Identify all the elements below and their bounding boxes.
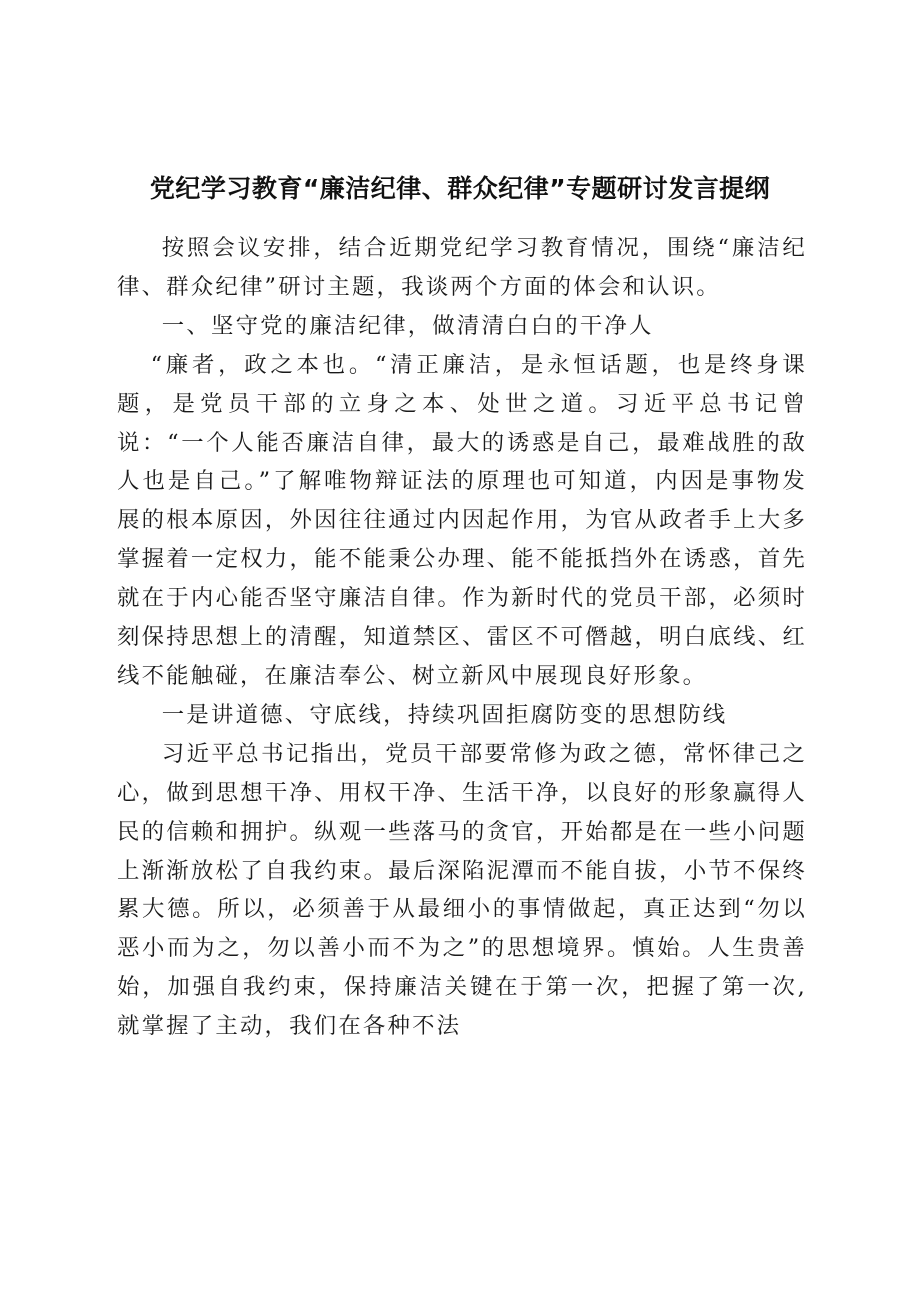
document-title: 党纪学习教育“廉洁纪律、群众纪律”专题研讨发言提纲 [149,174,771,203]
document-body [117,229,807,1046]
section-heading-1: 一、坚守党的廉洁纪律，做清清白白的干净人 [161,312,654,339]
body-paragraph: 习近平总书记指出，党员干部要常修为政之德，常怀律己之心，做到思想干净、用权干净、生活干净，以良好的形象赢得人民的信赖和拥护。纵观一些落马的贪官，开始都是在一些小问题上渐渐放松了自我约束。最后深陷泥潭而不能自拔，小节不保终累大德。所以，必须善于从最细小的事情做起，真正达到“勿以恶小而为之，勿以善小而不为之”的思想境界。慎始。人生贵善始，加强自我约束，保持廉洁关键在于第一次，把握了第一次,就掌握了主动，我们在各种不法 [117,740,807,1040]
intro-paragraph: 按照会议安排，结合近期党纪学习教育情况，围绕“廉洁纪律、群众纪律”研讨主题，我谈两个方面的体会和认识。 [117,235,807,300]
subsection-heading-1: 一是讲道德、守底线，持续巩固拒腐防变的思想防线 [161,701,728,728]
body-paragraph: “廉者，政之本也。“清正廉洁，是永恒话题，也是终身课题，是党员干部的立身之本、处世之道。习近平总书记曾说：“一个人能否廉洁自律，最大的诱惑是自己，最难战胜的敌人也是自己。”了解唯物辩证法的原理也可知道，内因是事物发展的根本原因，外因往往通过内因起作用，为官从政者手上大多掌握着一定权力，能不能秉公办理、能不能抵挡外在诱惑，首先就在于内心能否坚守廉洁自律。作为新时代的党员干部，必须时刻保持思想上的清醒，知道禁区、雷区不可僭越，明白底线、红线不能触碰，在廉洁奉公、树立新风中展现良好形象。 [117,351,807,689]
